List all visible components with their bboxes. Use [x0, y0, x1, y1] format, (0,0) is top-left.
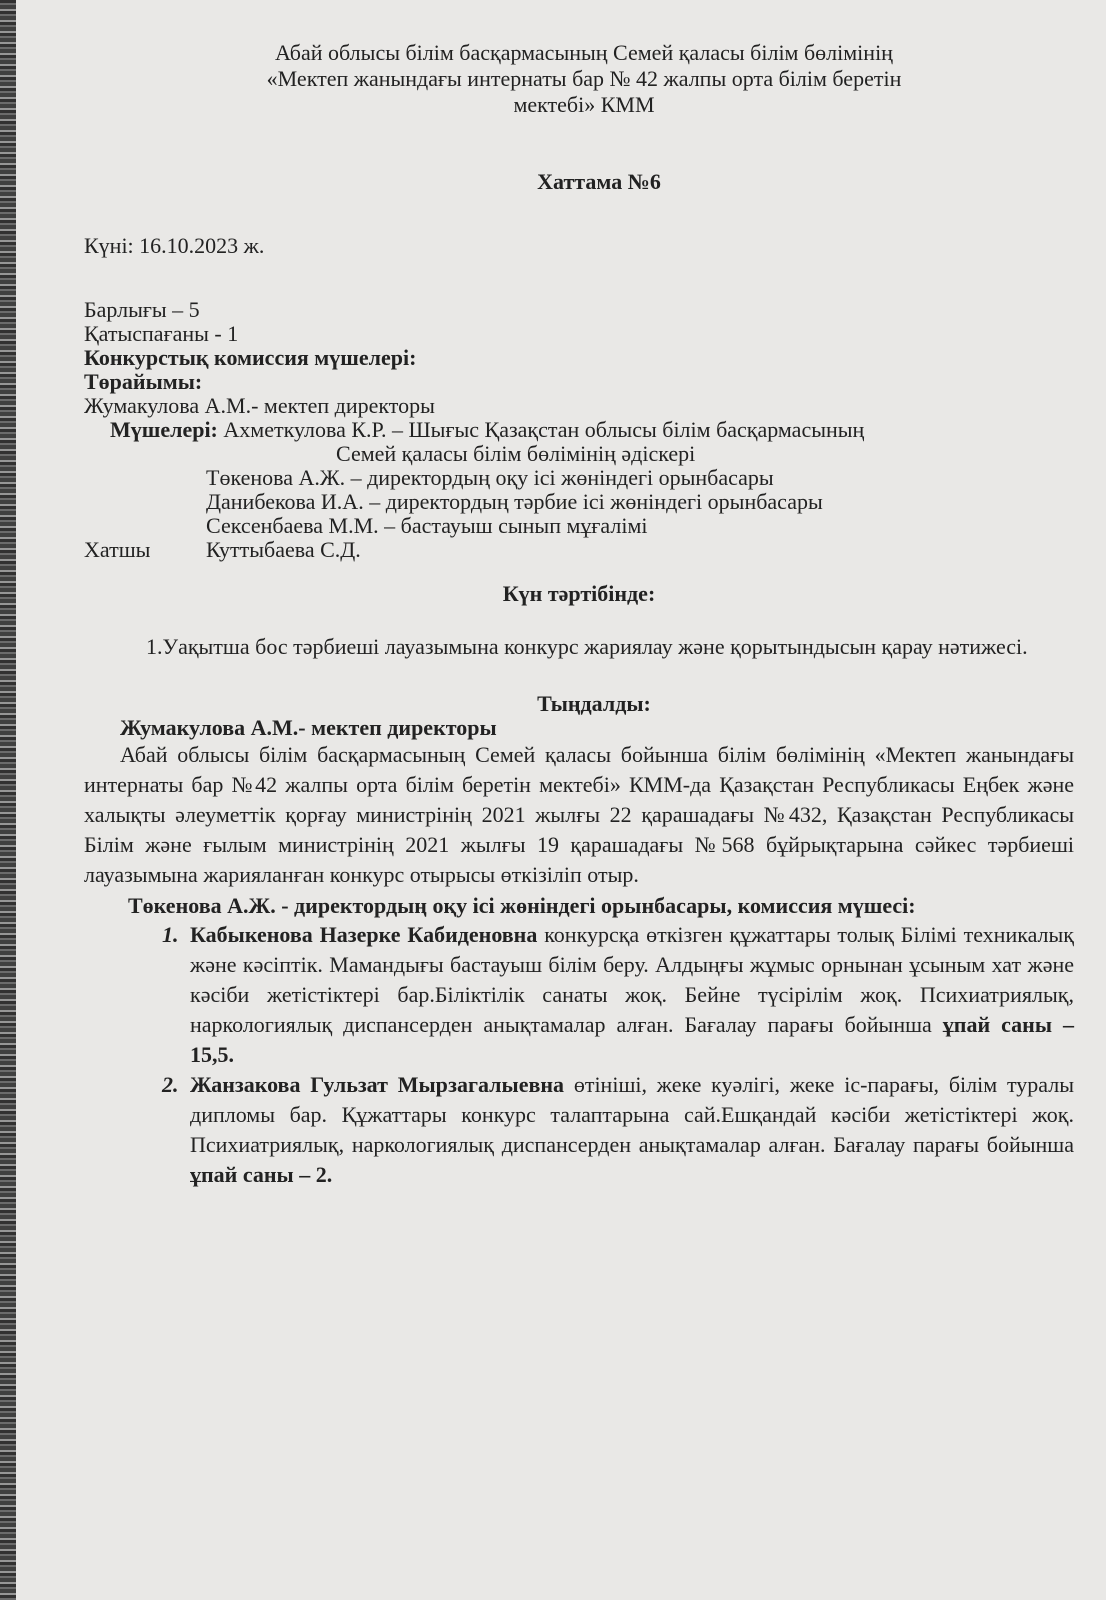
member-row-1	[110, 418, 1074, 442]
member-1-continued: Семей қаласы білім бөлімінің әдіскері	[336, 441, 696, 466]
candidate-item	[184, 1070, 1074, 1190]
heard-heading: Тыңдалды:	[537, 691, 651, 716]
speech-1: Абай облысы білім басқармасының Семей қаласы бойынша білім бөлімінің «Мектеп жанындағы интернаты бар №42 жалпы орта білім беретін мектебі» КММ-да Қазақстан Республикасы Еңбек және халықты әлеуметтік қорғау министрінің 2021 жылғы 22 қарашадағы №432, Қазақстан Республикасы Білім және ғылым министрінің 2021 жылғы 19 қарашадағы №568 бұйрықтарына сәйкес тәрбиеші лауазымына жарияланған конкурс отырысы өткізіліп отыр.	[84, 742, 1074, 887]
member-4: Сексенбаева М.М. – бастауыш сынып мұғалімі	[206, 513, 648, 538]
candidate-text: өтініші, жеке куәлігі, жеке іс-парағы, білім туралы дипломы бар. Құжаттары конкурс талаптарына сай.Ешқандай кәсіби жетістіктері жоқ. Психиатриялық, наркологиялық диспансерден анықтамалар алған. Бағалау парағы бойынша	[190, 1072, 1074, 1157]
secretary-row	[84, 538, 1074, 562]
candidate-item	[184, 920, 1074, 1070]
member-1: Ахметкулова К.Р. – Шығыс Қазақстан облысы білім басқармасының	[223, 417, 865, 442]
header-line-1: Абай облысы білім басқармасының Семей қаласы білім бөлімінің	[275, 40, 893, 65]
attendance-total: Барлығы – 5	[84, 297, 200, 322]
document-page	[84, 40, 1074, 1190]
commission-heading: Конкурстық комиссия мүшелері:	[84, 345, 417, 370]
chair-label: Төрайымы:	[84, 369, 203, 394]
secretary-label: Хатшы	[84, 537, 151, 562]
organization-header	[114, 40, 1054, 118]
chair-name: Жумакулова А.М.- мектеп директоры	[84, 393, 435, 418]
attendance-block	[84, 298, 1074, 346]
agenda-heading: Күн тәртібінде:	[502, 581, 656, 606]
header-line-2: «Мектеп жанындағы интернаты бар № 42 жалпы орта білім беретін	[266, 66, 902, 91]
candidate-name: Жанзакова Гульзат Мырзагалыевна	[190, 1072, 565, 1097]
candidate-score: ұпай саны – 2.	[190, 1162, 333, 1187]
speaker-1: Жумакулова А.М.- мектеп директоры	[120, 715, 497, 740]
member-2: Төкенова А.Ж. – директордың оқу ісі жөніндегі орынбасары	[206, 465, 774, 490]
candidate-text: конкурсқа өткізген құжаттары толық Білімі техникалық және кәсіптік. Мамандығы бастауыш білім беру. Алдыңғы жұмыс орнынан ұсыным хат және кәсіби жетістіктері бар.Біліктілік санаты жоқ. Бейне түсірілім жоқ. Психиатриялық, наркологиялық диспансерден анықтамалар алған. Бағалау парағы бойынша	[190, 922, 1074, 1037]
document-title: Хаттама №6	[537, 169, 661, 194]
candidate-score: ұпай саны – 15,5.	[190, 1012, 1074, 1067]
speaker-2: Төкенова А.Ж. - директордың оқу ісі жөніндегі орынбасары, комиссия мүшесі:	[128, 893, 916, 918]
attendance-absent: Қатыспағаны - 1	[84, 321, 239, 346]
header-line-3: мектебі» КММ	[513, 92, 655, 117]
scan-edge-shadow	[0, 0, 16, 1600]
secretary-name: Куттыбаева С.Д.	[206, 537, 361, 562]
member-3: Данибекова И.А. – директордың тәрбие ісі жөніндегі орынбасары	[206, 489, 823, 514]
agenda-item-1: 1.Уақытша бос тәрбиеші лауазымына конкурс жариялау және қорытындысын қарау нәтижесі.	[146, 634, 1028, 659]
candidate-name: Кабыкенова Назерке Кабиденовна	[190, 922, 538, 947]
members-label: Мүшелері:	[110, 417, 218, 442]
candidate-list	[84, 920, 1074, 1190]
meeting-date: Күні: 16.10.2023 ж.	[84, 233, 265, 258]
